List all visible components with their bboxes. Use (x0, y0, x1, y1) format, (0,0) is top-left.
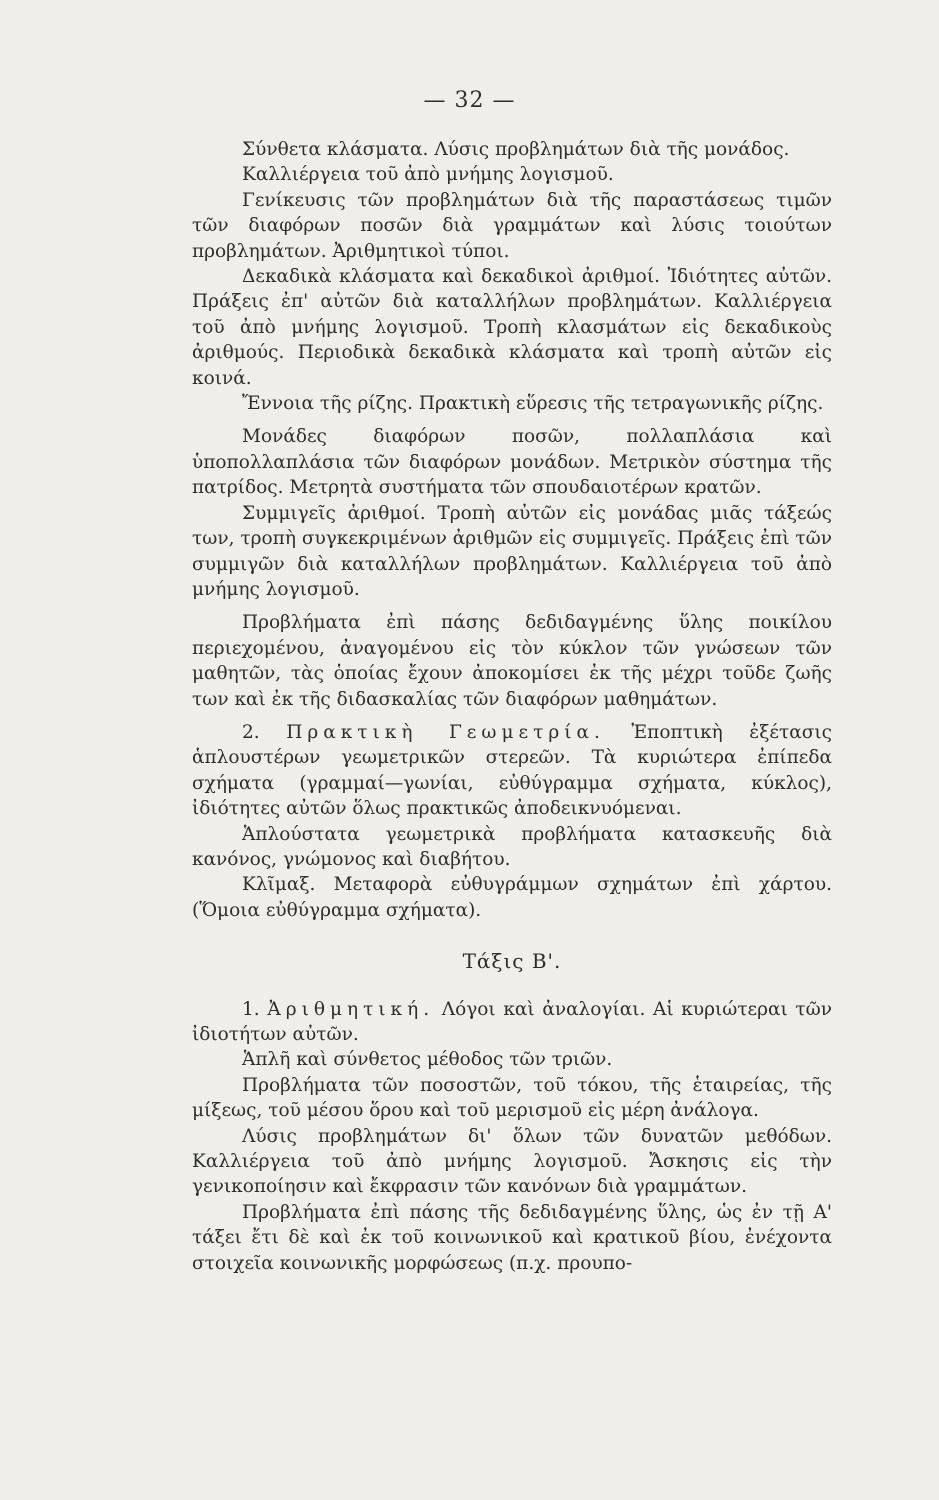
geometry-number: 2. (242, 721, 260, 743)
paragraph-units: Μονάδες διαφόρων ποσῶν, πολλαπλάσια καὶ ὑποπολλαπλάσια τῶν διαφόρων μονάδων. Μετρικὸν σύστημα τῆς πατρίδος. Μετρητὰ συστήματα τῶν σπουδαιοτέρων κρατῶν. (192, 426, 832, 499)
arithmetic-title: Ἀριθμητική. (267, 998, 435, 1020)
paragraph-mental-arithmetic: Καλλιέργεια τοῦ ἀπὸ μνήμης λογισμοῦ. (242, 164, 614, 186)
paragraph-arithmetic (192, 997, 832, 1048)
paragraph-constructions: Ἁπλούστατα γεωμετρικὰ προβλήματα κατασκευῆς διὰ κανόνος, γνώμονος καὶ διαβήτου. (192, 823, 832, 870)
paragraph-scale: Κλῖμαξ. Μεταφορὰ εὐθυγράμμων σχημάτων ἐπὶ χάρτου. (Ὅμοια εὐθύγραμμα σχήματα). (192, 874, 832, 921)
paragraph-generalization: Γενίκευσις τῶν προβλημάτων διὰ τῆς παραστάσεως τιμῶν τῶν διαφόρων ποσῶν διὰ γραμμάτων καὶ λύσις τοιούτων προβλημάτων. Ἀριθμητικοὶ τύποι. (192, 189, 832, 262)
geometry-text: Ἐποπτικὴ ἐξέτασις ἁπλουστέρων γεωμετρικῶν στερεῶν. Τὰ κυριώτερα ἐπίπεδα σχήματα (γραμμαί—γωνίαι, εὐθύγραμμα σχήματα, κύκλος), ἰδιότητες αὐτῶν ὅλως πρακτικῶς ἀποδεικνυόμεναι. (192, 721, 832, 820)
paragraph-solving-methods: Λύσις προβλημάτων δι' ὅλων τῶν δυνατῶν μεθόδων. Καλλιέργεια τοῦ ἀπὸ μνήμης λογισμοῦ. Ἄσκησις εἰς τὴν γενικοποίησιν καὶ ἔκφρασιν τῶν κανόνων διὰ γραμμάτων. (192, 1125, 832, 1198)
paragraph-roots: Ἔννοια τῆς ρίζης. Πρακτικὴ εὕρεσις τῆς τετραγωνικῆς ρίζης. (242, 393, 824, 415)
paragraph-geometry (192, 720, 832, 822)
paragraph-problems: Προβλήματα ἐπὶ πάσης δεδιδαγμένης ὕλης ποικίλου περιεχομένου, ἀναγομένου εἰς τὸν κύκλον τῶν γνώσεων τῶν μαθητῶν, τὰς ὁποίας ἔχουν ἀποκομίσει ἐκ τῆς μέχρι τοῦδε ζωῆς των καὶ ἐκ τῆς διδασκαλίας τῶν διαφόρων μαθημάτων. (192, 612, 832, 710)
paragraph-social-problems: Προβλήματα ἐπὶ πάσης τῆς δεδιδαγμένης ὕλης, ὡς ἐν τῇ Α' τάξει ἔτι δὲ καὶ ἐκ τοῦ κοινωνικοῦ καὶ κρατικοῦ βίου, ἐνέχοντα στοιχεῖα κοινωνικῆς μορφώσεως (π.χ. προυπο- (192, 1201, 832, 1274)
paragraph-compound-fractions: Σύνθετα κλάσματα. Λύσις προβλημάτων διὰ τῆς μονάδος. (242, 139, 790, 160)
geometry-title: Πρακτικὴ Γεωμετρία. (286, 721, 605, 743)
page-number: — 32 — (423, 88, 516, 113)
section-heading: Τάξις Β'. (462, 949, 562, 974)
paragraph-decimals: Δεκαδικὰ κλάσματα καὶ δεκαδικοὶ ἀριθμοί. Ἰδιότητες αὐτῶν. Πράξεις ἐπ' αὐτῶν διὰ καταλλήλων προβλημάτων. Καλλιέργεια τοῦ ἀπὸ μνήμης λογισμοῦ. Τροπὴ κλασμάτων εἰς δεκαδικοὺς ἀριθμούς. Περιοδικὰ δεκαδικὰ κλάσματα καὶ τροπὴ αὐτῶν εἰς κοινά. (192, 266, 832, 389)
arithmetic-number: 1. (242, 998, 260, 1020)
paragraph-percentages: Προβλήματα τῶν ποσοστῶν, τοῦ τόκου, τῆς ἑταιρείας, τῆς μίξεως, τοῦ μέσου ὅρου καὶ τοῦ μερισμοῦ εἰς μέρη ἀνάλογα. (192, 1074, 832, 1122)
page-body (192, 137, 832, 1276)
paragraph-rule-of-three: Ἁπλῆ καὶ σύνθετος μέθοδος τῶν τριῶν. (242, 1049, 613, 1071)
paragraph-mixed-numbers: Συμμιγεῖς ἀριθμοί. Τροπὴ αὐτῶν εἰς μονάδας μιᾶς τάξεώς των, τροπὴ συγκεκριμένων ἀριθμῶν εἰς συμμιγεῖς. Πράξεις ἐπὶ τῶν συμμιγῶν διὰ καταλλήλων προβλημάτων. Καλλιέργεια τοῦ ἀπὸ μνήμης λογισμοῦ. (192, 502, 832, 600)
arithmetic-text: Λόγοι καὶ ἀναλογίαι. Αἱ κυριώτεραι τῶν ἰδιοτήτων αὐτῶν. (192, 998, 832, 1045)
